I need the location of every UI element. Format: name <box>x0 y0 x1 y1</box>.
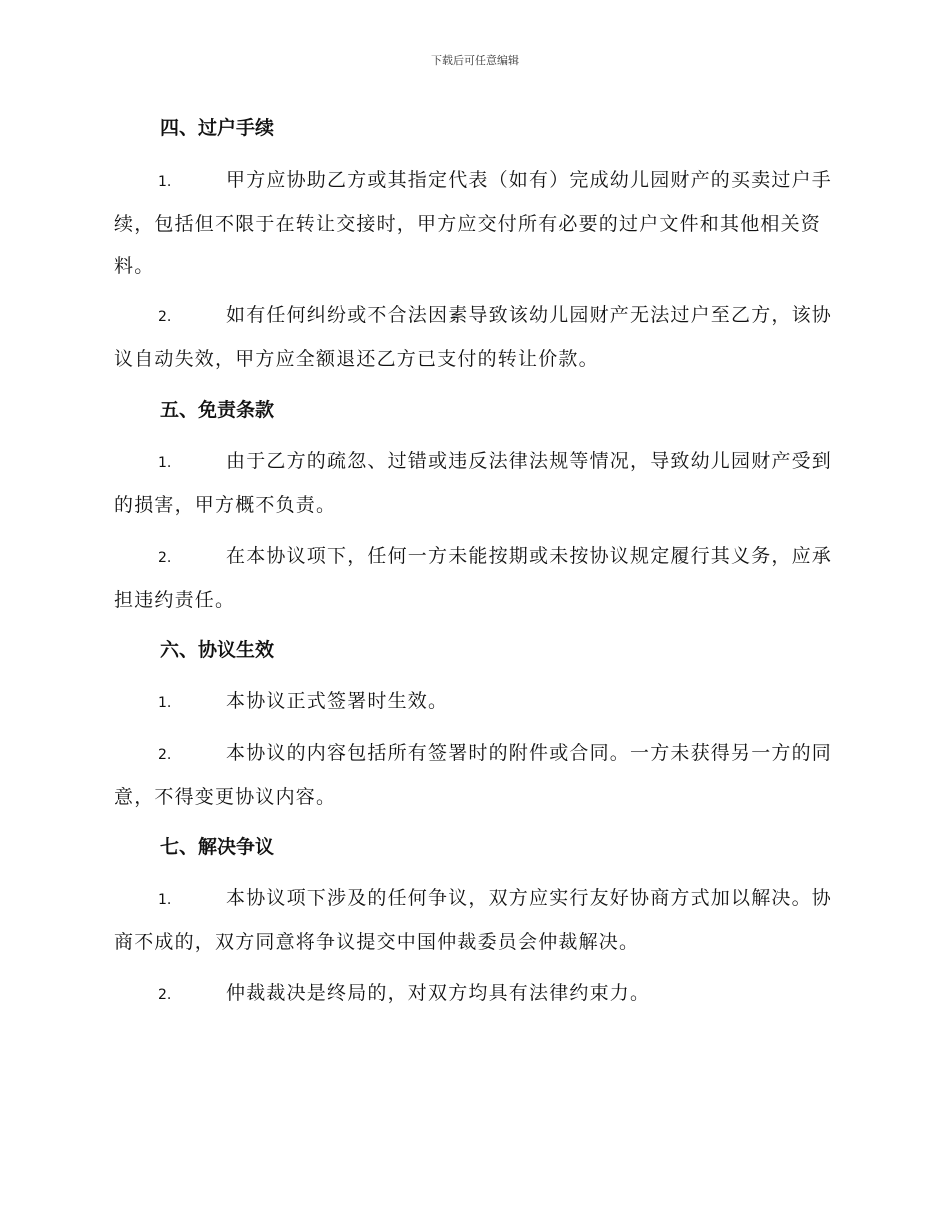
clause-dispute-1 <box>114 877 836 963</box>
clause-text: 如有任何纠纷或不合法因素导致该幼儿园财产无法过户至乙方，该协议自动失效，甲方应全额退还乙方已支付的转让价款。 <box>114 304 833 370</box>
clause-number: 2. <box>158 550 172 566</box>
clause-number: 1. <box>158 892 172 908</box>
clause-text: 甲方应协助乙方或其指定代表（如有）完成幼儿园财产的买卖过户手续，包括但不限于在转让交接时，甲方应交付所有必要的过户文件和其他相关资料。 <box>114 169 833 277</box>
clause-number: 2. <box>158 747 172 763</box>
section-heading-transfer: 四、过户手续 <box>160 117 275 139</box>
clause-number: 2. <box>158 987 172 1003</box>
clause-number: 1. <box>158 455 172 471</box>
clause-transfer-2 <box>114 294 836 380</box>
clause-disclaimer-1 <box>114 440 836 526</box>
clause-dispute-2 <box>114 972 836 1016</box>
clause-text: 本协议正式签署时生效。 <box>226 690 449 712</box>
clause-transfer-1 <box>114 159 836 287</box>
clause-text: 本协议项下涉及的任何争议，双方应实行友好协商方式加以解决。协商不成的，双方同意将争议提交中国仲裁委员会仲裁解决。 <box>114 887 833 953</box>
clause-number: 2. <box>158 309 172 325</box>
section-heading-dispute: 七、解决争议 <box>160 836 275 858</box>
clause-text: 本协议的内容包括所有签署时的附件或合同。一方未获得另一方的同意，不得变更协议内容。 <box>114 742 833 808</box>
clause-disclaimer-2 <box>114 535 836 621</box>
page-header: 下载后可任意编辑 <box>431 54 519 67</box>
clause-effect-1 <box>114 680 836 724</box>
clause-text: 由于乙方的疏忽、过错或违反法律法规等情况，导致幼儿园财产受到的损害，甲方概不负责。 <box>114 450 833 516</box>
clause-text: 在本协议项下，任何一方未能按期或未按协议规定履行其义务，应承担违约责任。 <box>114 545 833 611</box>
clause-effect-2 <box>114 732 836 818</box>
clause-number: 1. <box>158 695 172 711</box>
clause-text: 仲裁裁决是终局的，对双方均具有法律约束力。 <box>226 982 651 1004</box>
section-heading-effect: 六、协议生效 <box>160 639 275 661</box>
clause-number: 1. <box>158 174 172 190</box>
section-heading-disclaimer: 五、免责条款 <box>160 399 275 421</box>
